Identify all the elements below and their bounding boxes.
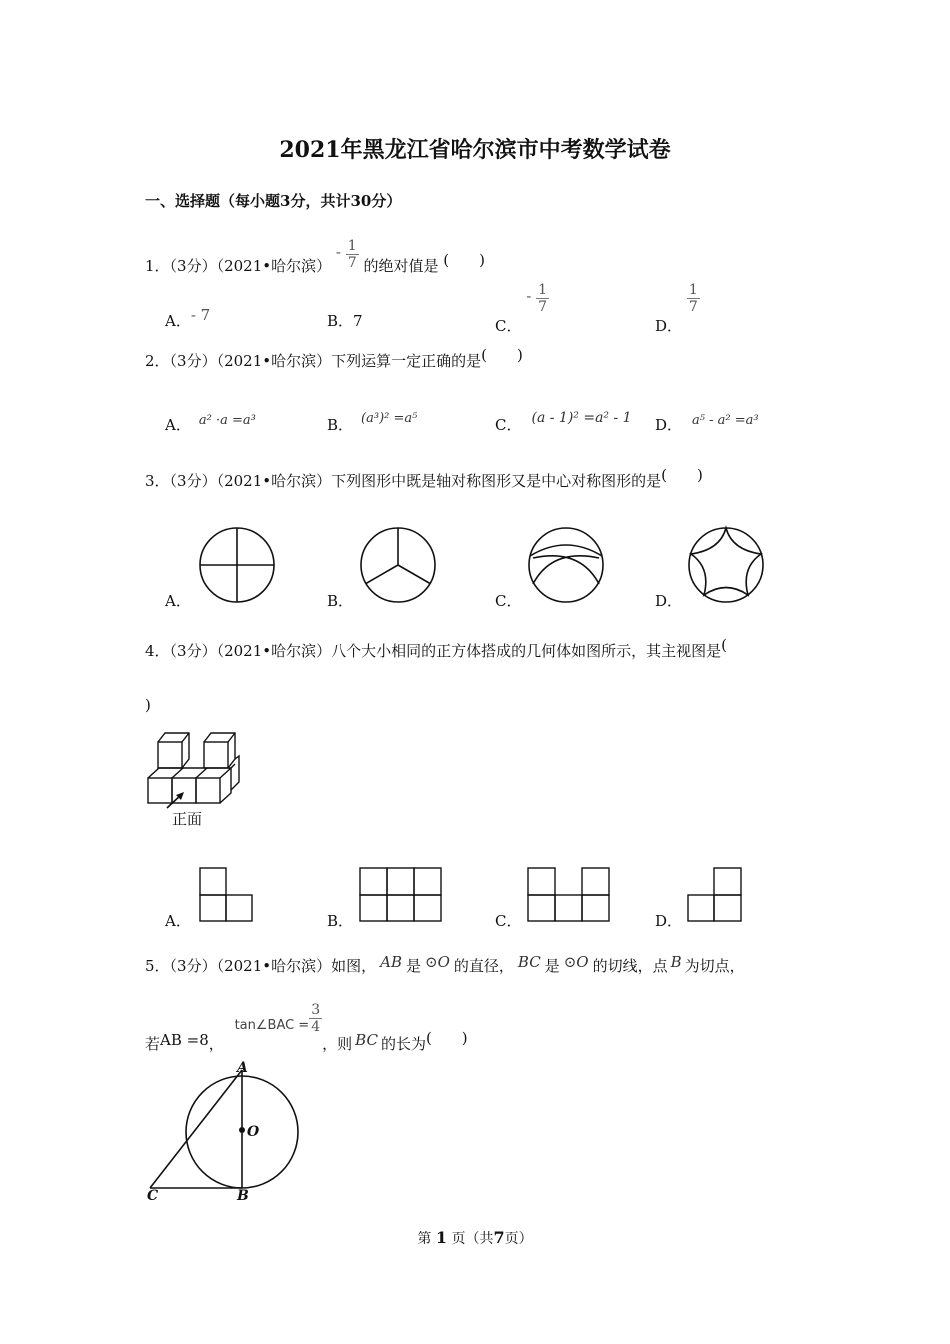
point-o-label: O xyxy=(247,1124,260,1140)
tan-expression: tan∠BAC = xyxy=(234,1017,310,1033)
question-number: 3．（3分）（2021•哈尔滨） xyxy=(145,472,332,490)
question-number: 5．（3分）（2021•哈尔滨） xyxy=(145,957,332,975)
option-d[interactable] xyxy=(655,414,759,435)
option-b[interactable] xyxy=(327,910,353,931)
option-label: B． xyxy=(327,592,354,610)
question-2 xyxy=(145,346,523,371)
fraction-denominator: 7 xyxy=(538,299,548,315)
option-b[interactable] xyxy=(327,590,353,611)
page-footer xyxy=(0,1228,950,1248)
point-b: B xyxy=(670,953,682,971)
option-label: D． xyxy=(655,592,683,610)
option-label: C． xyxy=(495,592,522,610)
option-label: A． xyxy=(165,912,191,930)
option-a[interactable] xyxy=(165,306,211,331)
fraction-numerator: 1 xyxy=(538,282,548,298)
answer-blank-open: ( xyxy=(721,636,727,654)
footer-text: 页） xyxy=(504,1231,533,1247)
answer-blank: ( ) xyxy=(443,250,485,269)
option-label: D． xyxy=(655,912,683,930)
option-label: A． xyxy=(165,416,191,434)
option-label: B． xyxy=(327,912,354,930)
option-c[interactable] xyxy=(495,410,632,435)
figure-4b-view xyxy=(359,867,443,923)
segment-ab: AB xyxy=(380,953,402,971)
figure-4a-view xyxy=(199,867,255,923)
front-view-label: 正面 xyxy=(172,810,203,828)
option-value: 7 xyxy=(353,312,363,330)
section-heading: 一、选择题（每小题3分，共计30分） xyxy=(145,192,402,210)
fraction-numerator: 1 xyxy=(347,238,357,254)
option-c[interactable] xyxy=(495,282,549,335)
option-c[interactable] xyxy=(495,590,521,611)
fraction xyxy=(687,282,700,315)
option-label: B． xyxy=(327,416,354,434)
option-label: C． xyxy=(495,912,522,930)
question-text: ， xyxy=(208,1034,224,1053)
fraction xyxy=(536,282,549,315)
figure-3b-circle-three-spokes xyxy=(359,526,437,604)
figure-3a-circle-cross xyxy=(198,526,276,604)
point-c-label: C xyxy=(147,1188,159,1204)
given-ab: AB =8 xyxy=(160,1030,209,1049)
fraction xyxy=(309,1002,322,1035)
option-d[interactable] xyxy=(655,282,700,335)
answer-blank: ( ) xyxy=(481,346,523,364)
question-text: 下列图形中既是轴对称图形又是中心对称图形的是 xyxy=(331,472,662,490)
option-label: C． xyxy=(495,416,522,434)
option-label: B． xyxy=(327,312,354,330)
question-text: 八个大小相同的正方体搭成的几何体如图所示，其主视图是 xyxy=(331,642,722,660)
option-value: a² ·a =a³ xyxy=(198,413,256,428)
figure-3d-circle-star xyxy=(687,526,765,604)
footer-text: 第 xyxy=(417,1231,432,1247)
option-label: A． xyxy=(165,592,191,610)
option-value: a⁵ - a² =a³ xyxy=(692,413,759,428)
option-a[interactable] xyxy=(165,590,191,611)
total-pages: 7 xyxy=(493,1228,505,1247)
question-3 xyxy=(145,466,703,491)
option-value: (a³)² =a⁵ xyxy=(361,411,418,426)
fraction xyxy=(346,238,359,271)
segment-bc: BC xyxy=(517,953,541,971)
question-text: 若 xyxy=(145,1034,161,1053)
point-a-label: A xyxy=(237,1060,248,1076)
question-text: 如图， xyxy=(331,957,377,975)
option-b[interactable] xyxy=(327,310,363,331)
question-text: 的切线，点 xyxy=(592,957,668,975)
page-title: 2021年黑龙江省哈尔滨市中考数学试卷 xyxy=(279,137,671,163)
answer-blank-close: ) xyxy=(145,696,151,714)
question-text: ，则 xyxy=(322,1034,353,1053)
question-1 xyxy=(145,238,485,275)
answer-blank: ( ) xyxy=(661,466,703,484)
option-b[interactable] xyxy=(327,411,418,435)
fraction-denominator: 4 xyxy=(311,1019,321,1035)
option-label: D． xyxy=(655,316,683,335)
option-d[interactable] xyxy=(655,910,682,931)
option-label: C． xyxy=(495,316,522,335)
question-text: 的绝对值是 xyxy=(363,256,439,275)
figure-4c-view xyxy=(527,867,611,923)
option-label: D． xyxy=(655,416,683,434)
segment-bc: BC xyxy=(355,1030,378,1049)
option-value: - 7 xyxy=(190,306,211,324)
fraction-numerator: 3 xyxy=(311,1002,321,1018)
question-text: 的直径， xyxy=(453,957,514,975)
question-text: 下列运算一定正确的是 xyxy=(331,352,482,370)
question-text: 是 xyxy=(405,957,421,975)
option-a[interactable] xyxy=(165,910,191,931)
question-number: 4．（3分）（2021•哈尔滨） xyxy=(145,642,332,660)
question-number: 1．（3分）（2021•哈尔滨） xyxy=(145,256,332,275)
question-text: 是 xyxy=(544,957,560,975)
option-a[interactable] xyxy=(165,414,256,435)
footer-text: 页（共 xyxy=(451,1231,494,1247)
question-5-line-2 xyxy=(145,1000,468,1053)
fraction-denominator: 7 xyxy=(347,255,357,271)
circle-o: ⊙O xyxy=(563,953,589,971)
fraction-denominator: 7 xyxy=(688,299,698,315)
negative-sign: - xyxy=(526,286,532,305)
figure-4d-view xyxy=(687,867,743,923)
option-label: A． xyxy=(165,312,191,330)
option-d[interactable] xyxy=(655,590,682,611)
option-value: (a - 1)² =a² - 1 xyxy=(531,410,632,426)
question-number: 2．（3分）（2021•哈尔滨） xyxy=(145,352,332,370)
option-c[interactable] xyxy=(495,910,521,931)
figure-5-circle-tangent xyxy=(145,1060,305,1205)
question-text: 为切点， xyxy=(684,957,745,975)
question-text: 的长为 xyxy=(380,1034,426,1053)
negative-sign: - xyxy=(335,242,341,261)
fraction-numerator: 1 xyxy=(688,282,698,298)
figure-4-cube-stack xyxy=(147,732,242,807)
circle-o: ⊙O xyxy=(425,953,450,971)
point-b-label: B xyxy=(237,1188,249,1204)
question-4 xyxy=(145,636,727,661)
answer-blank: ( ) xyxy=(425,1028,468,1047)
page-number: 1 xyxy=(435,1228,447,1247)
question-5 xyxy=(145,955,745,976)
figure-3c-circle-arcs xyxy=(527,526,605,604)
